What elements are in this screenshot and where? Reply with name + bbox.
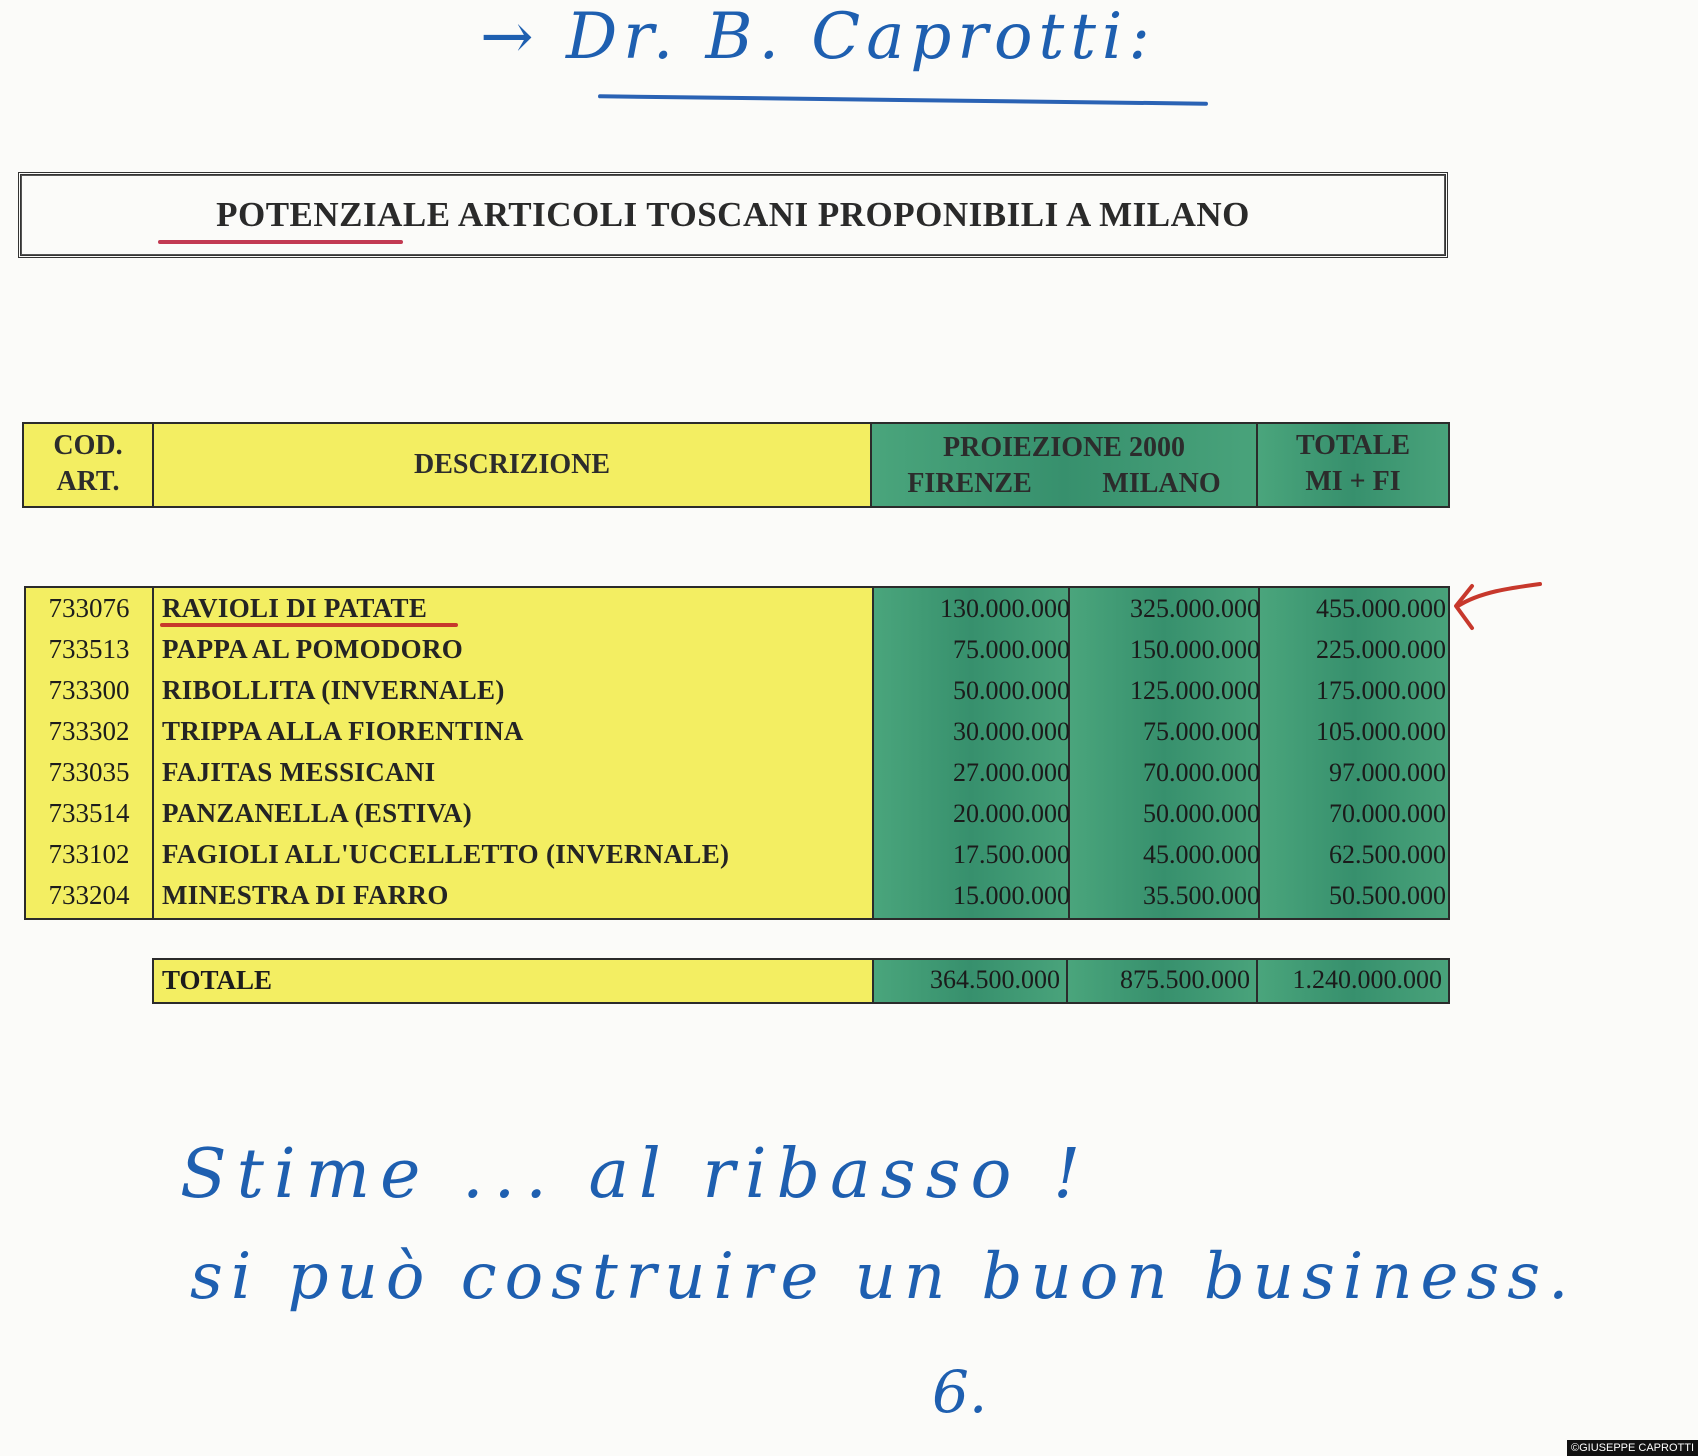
row-milano: 150.000.000: [1130, 635, 1260, 664]
row-firenze: 20.000.000: [953, 799, 1070, 828]
row-description: MINESTRA DI FARRO: [162, 880, 449, 910]
row-description: FAJITAS MESSICANI: [162, 757, 436, 787]
handwritten-page-number: 6.: [932, 1358, 988, 1426]
row-milano: 75.000.000: [1143, 717, 1260, 746]
row-totale: 175.000.000: [1316, 676, 1446, 705]
row-code: 733076: [48, 593, 130, 623]
red-underline-ravioli: [160, 623, 458, 627]
row-description: PANZANELLA (ESTIVA): [162, 798, 473, 828]
header-cities: [872, 466, 1256, 502]
handwritten-note-line1: Stime ... al ribasso !: [180, 1135, 1091, 1214]
row-firenze: 30.000.000: [953, 717, 1070, 746]
handwritten-underline: [598, 94, 1208, 105]
header-code-line1: COD.: [53, 430, 123, 461]
header-firenze: FIRENZE: [907, 468, 1032, 499]
data-table: [24, 586, 1450, 920]
row-firenze: 130.000.000: [940, 594, 1070, 623]
table-header: [22, 422, 1450, 508]
row-milano: 125.000.000: [1130, 676, 1260, 705]
totals-milano-cell: [1066, 960, 1256, 1002]
row-totale: 97.000.000: [1329, 758, 1446, 787]
totals-label: TOTALE: [162, 965, 273, 995]
row-code: 733204: [48, 880, 130, 910]
row-code: 733514: [48, 798, 130, 828]
row-firenze: 50.000.000: [953, 676, 1070, 705]
table-row: [26, 711, 1448, 752]
row-totale: 50.500.000: [1329, 881, 1446, 910]
row-milano: 70.000.000: [1143, 758, 1260, 787]
row-description: RAVIOLI DI PATATE: [162, 593, 428, 623]
row-code: 733300: [48, 675, 130, 705]
header-total-line2: MI + FI: [1305, 466, 1401, 497]
row-firenze: 75.000.000: [953, 635, 1070, 664]
totals-totale: 1.240.000.000: [1292, 965, 1442, 994]
row-totale: 455.000.000: [1316, 594, 1446, 623]
totals-firenze: 364.500.000: [930, 965, 1060, 994]
row-firenze: 15.000.000: [953, 881, 1070, 910]
header-total-line1: TOTALE: [1295, 430, 1411, 461]
title-box: [18, 172, 1448, 258]
row-code: 733102: [48, 839, 130, 869]
row-milano: 35.500.000: [1143, 881, 1260, 910]
handwritten-note-line2: si può costruire un buon business.: [190, 1240, 1577, 1314]
row-description: TRIPPA ALLA FIORENTINA: [162, 716, 524, 746]
header-description-cell: [152, 424, 870, 506]
row-description: PAPPA AL POMODORO: [162, 634, 464, 664]
row-milano: 50.000.000: [1143, 799, 1260, 828]
row-milano: 45.000.000: [1143, 840, 1260, 869]
table-row: [26, 793, 1448, 834]
header-code-cell: [24, 424, 152, 506]
row-description: RIBOLLITA (INVERNALE): [162, 675, 505, 705]
row-description: FAGIOLI ALL'UCCELLETTO (INVERNALE): [162, 839, 730, 869]
header-milano: MILANO: [1102, 468, 1221, 499]
table-row: [26, 629, 1448, 670]
handwritten-addressee: → Dr. B. Caprotti:: [480, 0, 1156, 74]
red-arrow-icon: [1450, 578, 1542, 634]
header-total-cell: [1256, 424, 1448, 506]
totals-firenze-cell: [872, 960, 1066, 1002]
row-firenze: 27.000.000: [953, 758, 1070, 787]
row-code: 733035: [48, 757, 130, 787]
header-description: DESCRIZIONE: [413, 449, 611, 480]
header-projection: PROIEZIONE 2000: [943, 432, 1185, 463]
totals-milano: 875.500.000: [1120, 965, 1250, 994]
table-row: [26, 834, 1448, 875]
row-totale: 70.000.000: [1329, 799, 1446, 828]
row-totale: 225.000.000: [1316, 635, 1446, 664]
row-code: 733302: [48, 716, 130, 746]
row-milano: 325.000.000: [1130, 594, 1260, 623]
red-underline-title: [158, 240, 403, 244]
table-row: [26, 752, 1448, 793]
totals-label-cell: [154, 960, 872, 1002]
row-code: 733513: [48, 634, 130, 664]
copyright-label: ©GIUSEPPE CAPROTTI: [1567, 1440, 1698, 1456]
row-totale: 62.500.000: [1329, 840, 1446, 869]
header-projection-cell: [870, 424, 1256, 506]
row-firenze: 17.500.000: [953, 840, 1070, 869]
table-row: [26, 670, 1448, 711]
document-title: POTENZIALE ARTICOLI TOSCANI PROPONIBILI A MILANO: [216, 195, 1250, 234]
header-code-line2: ART.: [56, 466, 120, 497]
row-totale: 105.000.000: [1316, 717, 1446, 746]
table-row: [26, 875, 1448, 916]
totals-table: [152, 958, 1450, 1004]
totals-totale-cell: [1256, 960, 1448, 1002]
